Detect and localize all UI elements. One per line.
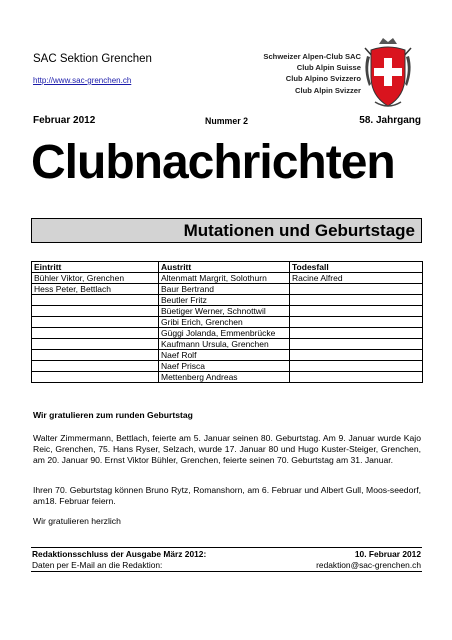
cell-todesfall bbox=[290, 317, 423, 328]
cell-eintritt: Hess Peter, Bettlach bbox=[32, 284, 159, 295]
table-header-row bbox=[32, 262, 423, 273]
website-link[interactable]: http://www.sac-grenchen.ch bbox=[33, 76, 132, 85]
congrats-paragraph-2: Ihren 70. Geburtstag können Bruno Rytz, Romanshorn, am 6. Februar und Albert Gull, Moos-seedorf, am18. Februar feiern. bbox=[33, 485, 421, 507]
cell-austritt: Altenmatt Margrit, Solothurn bbox=[159, 273, 290, 284]
section-title: Mutationen und Geburtstage bbox=[183, 221, 415, 240]
issue-date: Februar 2012 bbox=[33, 115, 96, 126]
cell-austritt: Gribi Erich, Grenchen bbox=[159, 317, 290, 328]
cell-todesfall bbox=[290, 295, 423, 306]
cell-austritt: Güggi Jolanda, Emmenbrücke bbox=[159, 328, 290, 339]
cell-eintritt bbox=[32, 372, 159, 383]
cell-todesfall bbox=[290, 306, 423, 317]
table-row bbox=[32, 339, 423, 350]
footer-box bbox=[31, 547, 422, 572]
cell-todesfall bbox=[290, 372, 423, 383]
email-row bbox=[32, 560, 421, 571]
cell-eintritt bbox=[32, 306, 159, 317]
header-eintritt: Eintritt bbox=[32, 262, 159, 273]
cell-austritt: Büetiger Werner, Schnottwil bbox=[159, 306, 290, 317]
club-name-it: Club Alpino Svizzero bbox=[285, 74, 361, 84]
cell-eintritt bbox=[32, 295, 159, 306]
cell-todesfall: Racine Alfred bbox=[290, 273, 423, 284]
editor-email: redaktion@sac-grenchen.ch bbox=[316, 559, 421, 570]
mutations-table bbox=[31, 261, 423, 383]
table-row bbox=[32, 284, 423, 295]
club-name-fr: Club Alpin Suisse bbox=[296, 63, 361, 73]
issue-number: Nummer 2 bbox=[205, 116, 249, 126]
cell-austritt: Beutler Fritz bbox=[159, 295, 290, 306]
table-row bbox=[32, 350, 423, 361]
cell-austritt: Naef Prisca bbox=[159, 361, 290, 372]
deadline-row bbox=[32, 549, 421, 560]
deadline-label: Redaktionsschluss der Ausgabe März 2012: bbox=[32, 549, 207, 559]
club-name-de: Schweizer Alpen-Club SAC bbox=[263, 52, 361, 61]
congrats-paragraph-3: Wir gratulieren herzlich bbox=[33, 516, 121, 526]
section-name: SAC Sektion Grenchen bbox=[33, 53, 152, 65]
cell-todesfall bbox=[290, 361, 423, 372]
table-row bbox=[32, 295, 423, 306]
cell-todesfall bbox=[290, 350, 423, 361]
cell-todesfall bbox=[290, 339, 423, 350]
table-row bbox=[32, 361, 423, 372]
section-banner bbox=[31, 218, 422, 243]
cell-austritt: Baur Bertrand bbox=[159, 284, 290, 295]
table-row bbox=[32, 317, 423, 328]
cell-austritt: Naef Rolf bbox=[159, 350, 290, 361]
cell-eintritt bbox=[32, 361, 159, 372]
cell-eintritt bbox=[32, 328, 159, 339]
email-label: Daten per E-Mail an die Redaktion: bbox=[32, 559, 163, 570]
cell-todesfall bbox=[290, 328, 423, 339]
cell-austritt: Kaufmann Ursula, Grenchen bbox=[159, 339, 290, 350]
cell-austritt: Mettenberg Andreas bbox=[159, 372, 290, 383]
header-todesfall: Todesfall bbox=[290, 262, 423, 273]
sac-swiss-cross-crest-icon bbox=[361, 36, 415, 112]
congrats-paragraph-1: Walter Zimmermann, Bettlach, feierte am 5. Januar seinen 80. Geburtstag. Am 9. Januar wurde Kajo Reic, Grenchen, 75. Hans Ryser, Selzach, wurde 17. Januar 80 und Hugo Kuster-Steiger, Grenchen, am 20. Januar 90. Ernst Viktor Bühler, Grenchen, feierte seinen 70. Geburtstag am 31. Januar. bbox=[33, 433, 421, 466]
club-name-rm: Club Alpin Svizzer bbox=[295, 85, 361, 95]
table-row bbox=[32, 306, 423, 317]
congrats-heading: Wir gratulieren zum runden Geburtstag bbox=[33, 410, 193, 420]
masthead-title: Clubnachrichten bbox=[31, 136, 395, 189]
cell-eintritt bbox=[32, 317, 159, 328]
club-names bbox=[233, 51, 361, 96]
cell-eintritt: Bühler Viktor, Grenchen bbox=[32, 273, 159, 284]
header-austritt: Austritt bbox=[159, 262, 290, 273]
issue-year: 58. Jahrgang bbox=[359, 115, 421, 126]
cell-eintritt bbox=[32, 350, 159, 361]
cell-todesfall bbox=[290, 284, 423, 295]
cell-eintritt bbox=[32, 339, 159, 350]
table-row bbox=[32, 372, 423, 383]
table-row bbox=[32, 328, 423, 339]
table-row bbox=[32, 273, 423, 284]
deadline-date: 10. Februar 2012 bbox=[354, 549, 421, 559]
